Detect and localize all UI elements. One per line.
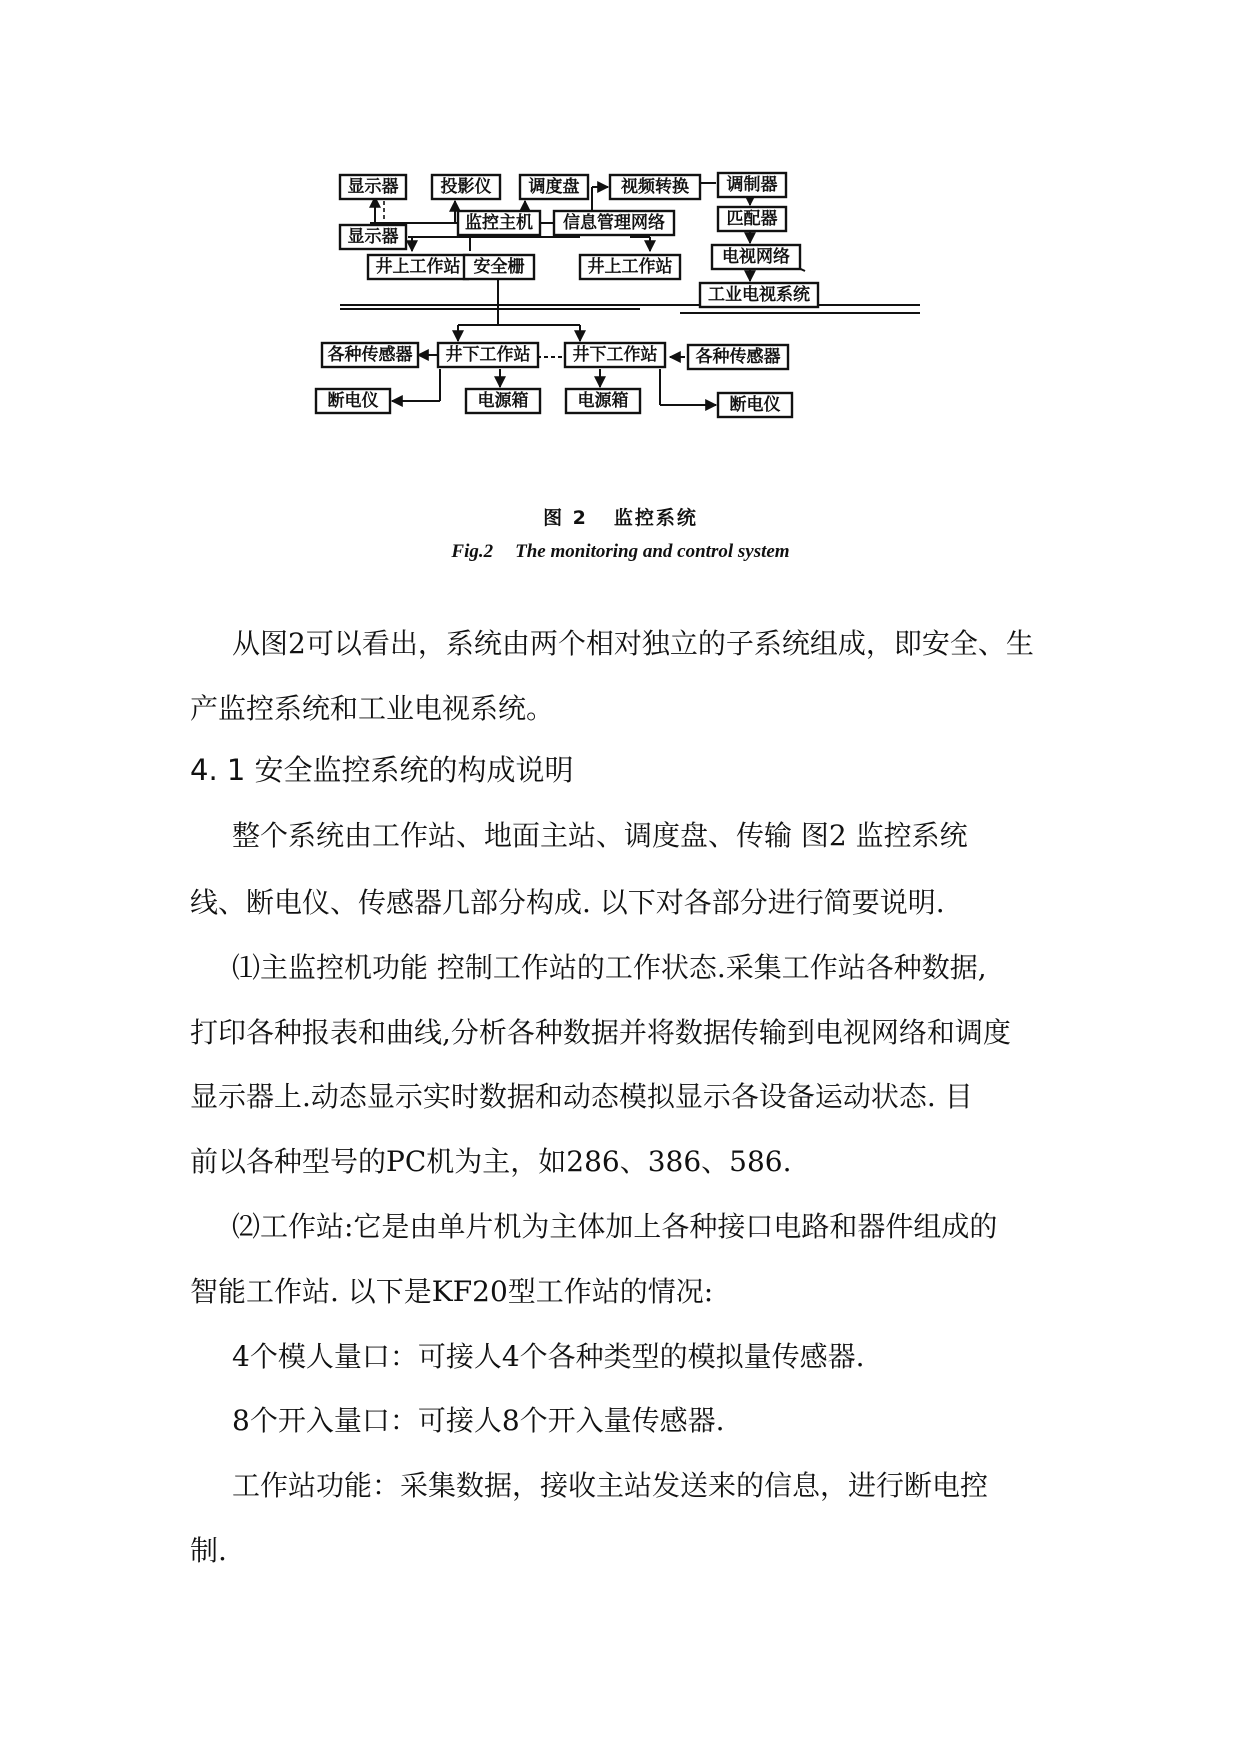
paragraph-1-line-1: 从图2可以看出，系统由两个相对独立的子系统组成，即安全、生 xyxy=(232,627,1034,660)
box-dispatch-panel xyxy=(520,175,588,199)
paragraph-4-line-2: 智能工作站. 以下是KF20型工作站的情况: xyxy=(190,1275,714,1308)
svg-text:匹配器: 匹配器 xyxy=(726,209,778,229)
svg-text:监控主机: 监控主机 xyxy=(465,213,533,233)
svg-text:安全栅: 安全栅 xyxy=(473,257,525,277)
svg-text:断电仪: 断电仪 xyxy=(729,395,781,415)
box-cutoff-left xyxy=(316,389,390,413)
box-info-network xyxy=(554,211,674,235)
svg-text:电视网络: 电视网络 xyxy=(722,247,790,267)
svg-text:显示器: 显示器 xyxy=(347,227,399,247)
svg-text:井下工作站: 井下工作站 xyxy=(445,345,531,365)
paragraph-3-line-3: 显示器上.动态显示实时数据和动态模拟显示各设备运动状态. 目 xyxy=(190,1080,973,1113)
paragraph-2-line-2: 线、断电仪、传感器几部分构成. 以下对各部分进行简要说明. xyxy=(190,886,945,919)
svg-text:视频转换: 视频转换 xyxy=(621,177,689,197)
svg-text:调制器: 调制器 xyxy=(726,175,778,195)
box-display-1 xyxy=(340,175,406,199)
svg-text:投影仪: 投影仪 xyxy=(440,177,492,197)
box-industrial-tv xyxy=(700,283,818,307)
caption-en-label: Fig.2 xyxy=(451,541,494,562)
paragraph-3-line-1: ⑴主监控机功能 控制工作站的工作状态.采集工作站各种数据, xyxy=(232,951,987,984)
paragraph-6: 8个开入量口：可接人8个开入量传感器. xyxy=(232,1404,725,1437)
box-main-monitor xyxy=(458,211,540,235)
box-modulator xyxy=(718,173,786,197)
box-surface-station-right xyxy=(580,255,680,279)
paragraph-4-line-1: ⑵工作站:它是由单片机为主体加上各种接口电路和器件组成的 xyxy=(232,1210,998,1243)
box-sensors-left xyxy=(322,343,418,367)
paragraph-7-line-2: 制. xyxy=(190,1534,227,1567)
box-display-2 xyxy=(340,225,406,249)
box-tv-network xyxy=(712,245,800,269)
svg-text:工业电视系统: 工业电视系统 xyxy=(708,285,810,305)
svg-text:井上工作站: 井上工作站 xyxy=(587,257,673,277)
figure-caption-chinese xyxy=(0,503,1241,530)
figure-caption-english xyxy=(0,541,1241,563)
svg-text:显示器: 显示器 xyxy=(347,177,399,197)
box-underground-left xyxy=(438,343,538,367)
box-matcher xyxy=(718,207,786,231)
section-heading: 4. 1 安全监控系统的构成说明 xyxy=(190,753,574,787)
box-power-right xyxy=(566,389,640,413)
caption-cn-label: 图 2 xyxy=(543,507,588,529)
box-power-left xyxy=(466,389,540,413)
svg-text:调度盘: 调度盘 xyxy=(528,177,580,197)
paragraph-1-line-2: 产监控系统和工业电视系统。 xyxy=(190,692,555,725)
box-underground-right xyxy=(565,343,665,367)
monitoring-system-diagram xyxy=(327,175,920,475)
svg-text:断电仪: 断电仪 xyxy=(327,391,379,411)
paragraph-3-line-4: 前以各种型号的PC机为主，如286、386、586. xyxy=(190,1145,792,1178)
caption-cn-title: 监控系统 xyxy=(613,507,698,529)
svg-text:井下工作站: 井下工作站 xyxy=(572,345,658,365)
svg-text:各种传感器: 各种传感器 xyxy=(327,345,413,365)
svg-text:各种传感器: 各种传感器 xyxy=(695,347,781,367)
box-cutoff-right xyxy=(718,393,792,417)
box-surface-station-left xyxy=(368,255,468,279)
box-safety-barrier xyxy=(464,255,534,279)
box-projector xyxy=(432,175,500,199)
svg-text:电源箱: 电源箱 xyxy=(477,391,529,411)
svg-text:电源箱: 电源箱 xyxy=(577,391,629,411)
svg-text:信息管理网络: 信息管理网络 xyxy=(563,213,665,233)
caption-en-title: The monitoring and control system xyxy=(515,541,790,562)
paragraph-2-line-1: 整个系统由工作站、地面主站、调度盘、传输 图2 监控系统 xyxy=(232,819,968,852)
paragraph-5: 4个模人量口：可接人4个各种类型的模拟量传感器. xyxy=(232,1340,865,1373)
paragraph-3-line-2: 打印各种报表和曲线,分析各种数据并将数据传输到电视网络和调度 xyxy=(190,1016,1011,1049)
box-video-convert xyxy=(610,175,700,199)
paragraph-7-line-1: 工作站功能：采集数据，接收主站发送来的信息，进行断电控 xyxy=(232,1469,989,1502)
svg-text:井上工作站: 井上工作站 xyxy=(375,257,461,277)
box-sensors-right xyxy=(688,345,788,369)
